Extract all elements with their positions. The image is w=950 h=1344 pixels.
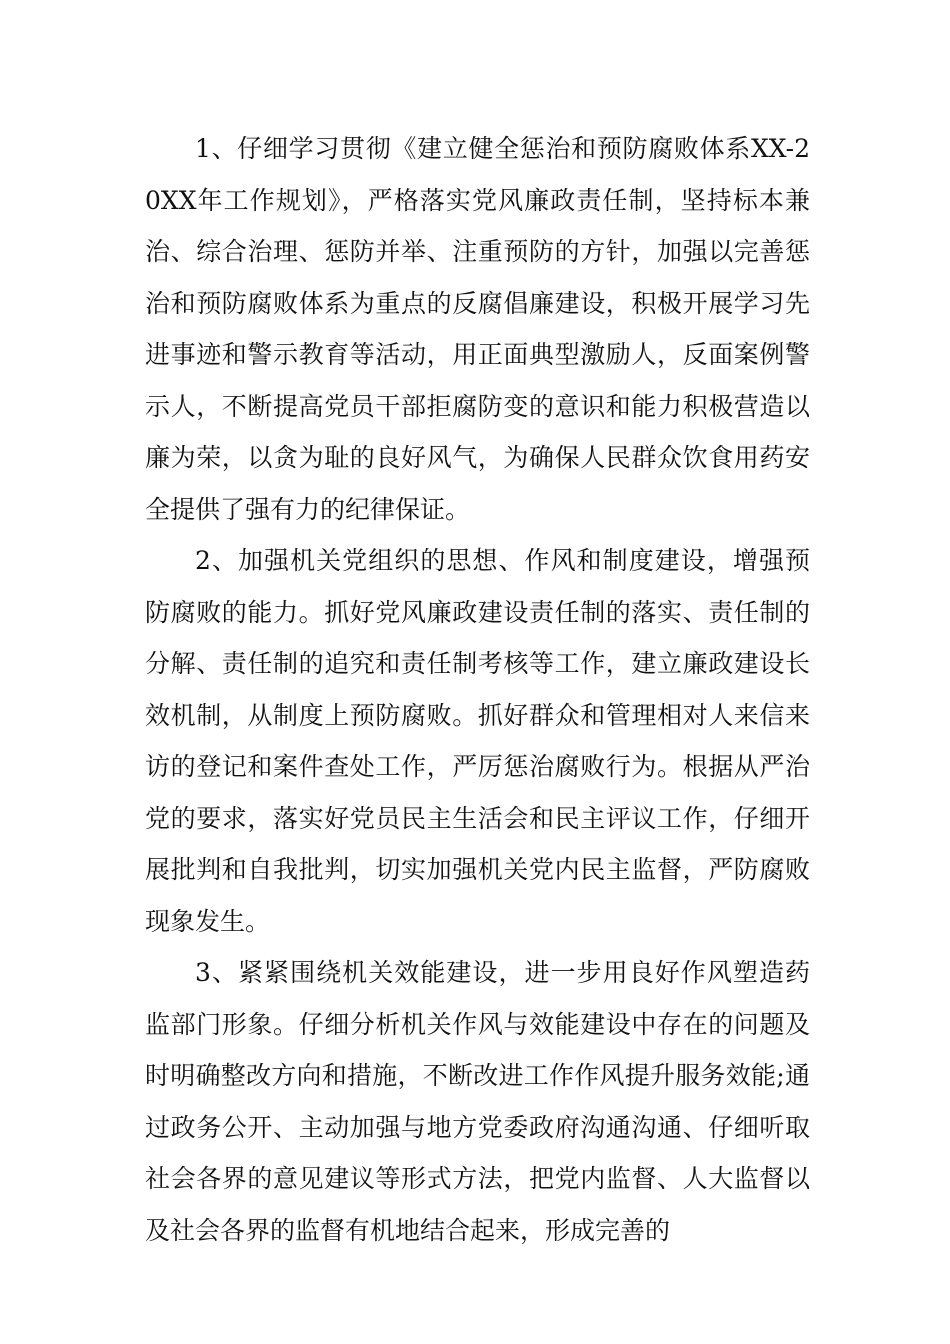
paragraph-3: 3、紧紧围绕机关效能建设，进一步用良好作风塑造药监部门形象。仔细分析机关作风与效能建设中存在的问题及时明确整改方向和措施，不断改进工作作风提升服务效能;通过政务公开、主动加强与地方党委政府沟通沟通、仔细听取社会各界的意见建议等形式方法，把党内监督、人大监督以及社会各界的监督有机地结合起来，形成完善的 (145, 958, 810, 1245)
document-body (145, 123, 810, 1256)
paragraph-2: 2、加强机关党组织的思想、作风和制度建设，增强预防腐败的能力。抓好党风廉政建设责任制的落实、责任制的分解、责任制的追究和责任制考核等工作，建立廉政建设长效机制，从制度上预防腐败。抓好群众和管理相对人来信来访的登记和案件查处工作，严厉惩治腐败行为。根据从严治党的要求，落实好党员民主生活会和民主评议工作，仔细开展批判和自我批判，切实加强机关党内民主监督，严防腐败现象发生。 (145, 546, 810, 936)
paragraph-1: 1、仔细学习贯彻《建立健全惩治和预防腐败体系XX-20XX年工作规划》，严格落实党风廉政责任制，坚持标本兼治、综合治理、惩防并举、注重预防的方针，加强以完善惩治和预防腐败体系为重点的反腐倡廉建设，积极开展学习先进事迹和警示教育等活动，用正面典型激励人，反面案例警示人，不断提高党员干部拒腐防变的意识和能力积极营造以廉为荣，以贪为耻的良好风气，为确保人民群众饮食用药安全提供了强有力的纪律保证。 (145, 134, 810, 524)
